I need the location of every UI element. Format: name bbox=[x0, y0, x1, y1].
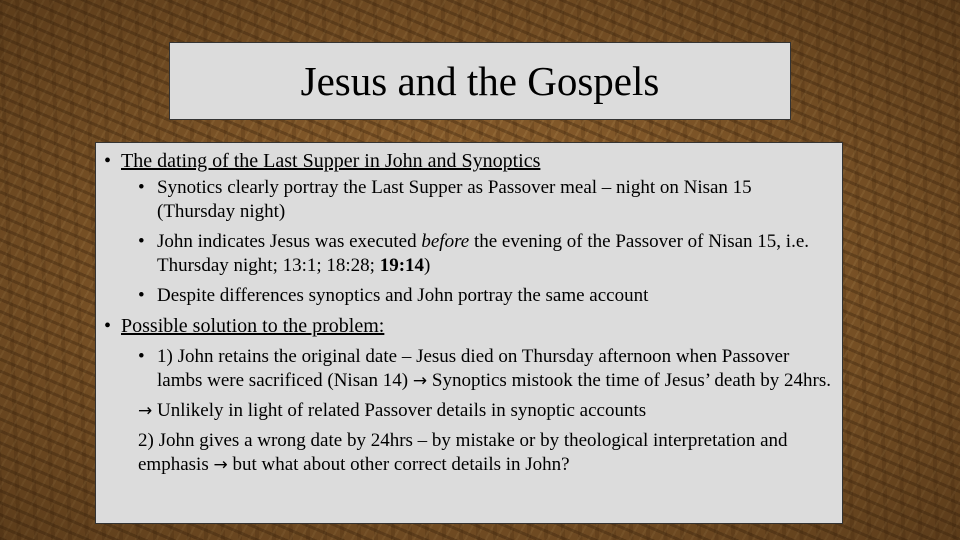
section1-bullet2-mid: the evening of the Passover of Nisan 15, i.e. Thursday night; 13:1; 18:28; bbox=[157, 231, 810, 276]
section1-bullet2-emphasis: before bbox=[421, 231, 470, 252]
section1-bullet2 bbox=[104, 230, 834, 278]
right-arrow-icon: → bbox=[138, 401, 153, 421]
section2-item1-post: Synoptics mistook the time of Jesus’ death by 24hrs. bbox=[427, 370, 832, 391]
section1-bullet2-bold: 19:14 bbox=[379, 255, 425, 276]
section1-bullet2-pre: John indicates Jesus was executed bbox=[157, 231, 422, 252]
section1-bullet1 bbox=[104, 176, 834, 224]
bullet-icon: • bbox=[104, 315, 112, 337]
bullet-icon: • bbox=[104, 150, 112, 172]
section2-item2-post: but what about other correct details in John? bbox=[227, 454, 570, 475]
bullet-icon: • bbox=[138, 285, 145, 306]
bullet-icon: • bbox=[138, 231, 145, 252]
slide-title: Jesus and the Gospels bbox=[300, 58, 660, 104]
right-arrow-icon: → bbox=[412, 371, 428, 391]
section1-heading-item bbox=[104, 149, 834, 173]
section2-heading-item bbox=[104, 314, 834, 338]
section2-item2 bbox=[104, 429, 834, 477]
section2-item1-pre: 1) John retains the original date – Jesus died on Thursday afternoon when Passover lambs were sacrificed (Nisan 14) bbox=[157, 346, 790, 391]
section2-item2-pre: 2) John gives a wrong date by 24hrs – by mistake or by theological interpretation and emphasis bbox=[138, 430, 788, 475]
section1-bullet3-text: Despite differences synoptics and John portray the same account bbox=[157, 285, 649, 306]
section1-bullet3 bbox=[104, 284, 834, 308]
bullet-icon: • bbox=[138, 177, 145, 198]
section2-item1-note-text: Unlikely in light of related Passover details in synoptic accounts bbox=[152, 400, 647, 421]
title-box bbox=[169, 42, 791, 120]
section2-item1-note bbox=[104, 399, 834, 423]
section1-bullet1-text: Synotics clearly portray the Last Supper as Passover meal – night on Nisan 15 (Thursday night) bbox=[157, 177, 752, 222]
right-arrow-icon: → bbox=[213, 455, 228, 475]
content-box bbox=[95, 142, 843, 524]
section1-heading: The dating of the Last Supper in John and Synoptics bbox=[121, 150, 541, 172]
section2-item1 bbox=[104, 345, 834, 393]
bullet-icon: • bbox=[138, 346, 145, 367]
section2-heading: Possible solution to the problem: bbox=[121, 315, 385, 337]
section1-bullet2-end: ) bbox=[424, 255, 431, 276]
